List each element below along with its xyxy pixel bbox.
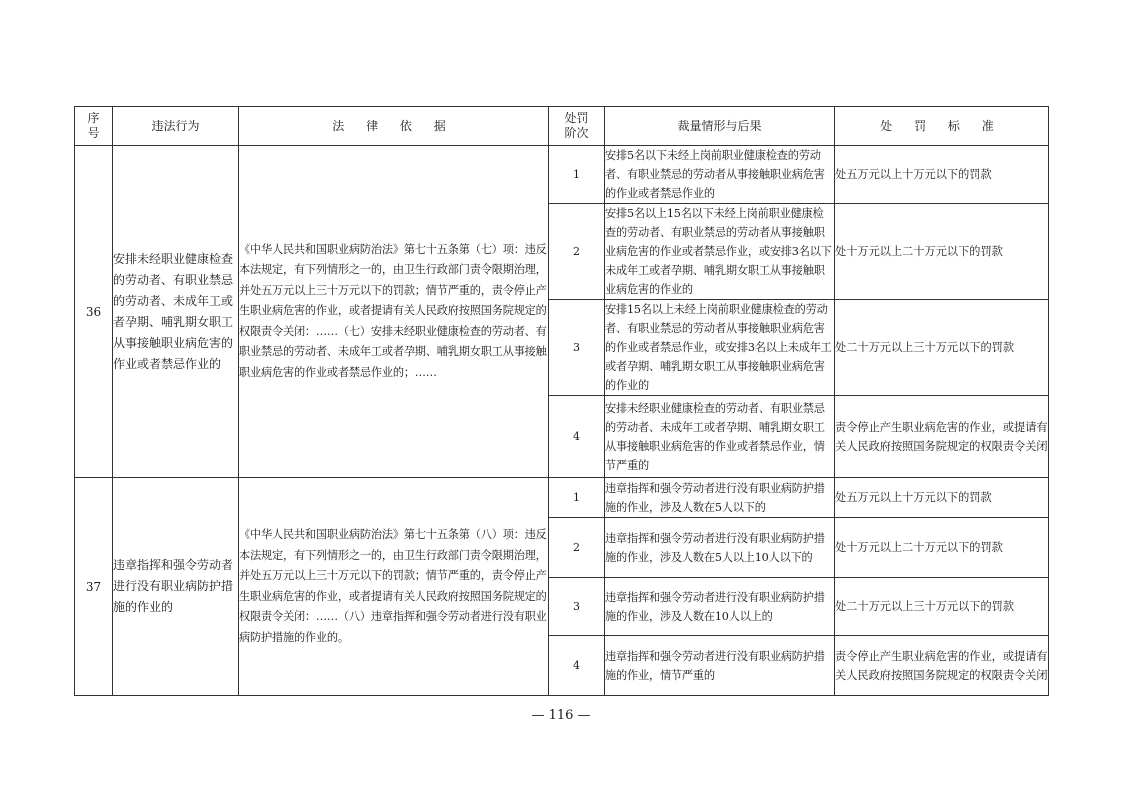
penalty-level: 3 bbox=[549, 578, 605, 636]
header-act: 违法行为 bbox=[113, 107, 239, 146]
circumstance: 违章指挥和强令劳动者进行没有职业病防护措施的作业，涉及人数在5人以上10人以下的 bbox=[605, 518, 835, 578]
penalty-level: 4 bbox=[549, 636, 605, 696]
header-no: 序号 bbox=[75, 107, 113, 146]
page-number: — 116 — bbox=[531, 708, 591, 723]
header-circumstance: 裁量情形与后果 bbox=[605, 107, 835, 146]
legal-basis: 《中华人民共和国职业病防治法》第七十五条第（七）项：违反本法规定，有下列情形之一的，由卫生行政部门责令限期治理，并处五万元以上三十万元以下的罚款；情节严重的，责令停止产生职业病危害的作业，或者提请有关人民政府按照国务院规定的权限责令关闭：……（七）安排未经职业健康检查的劳动者、有职业禁忌的劳动者、未成年工或者孕期、哺乳期女职工从事接触职业病危害的作业或者禁忌作业的；…… bbox=[239, 146, 549, 478]
circumstance: 违章指挥和强令劳动者进行没有职业病防护措施的作业，涉及人数在5人以下的 bbox=[605, 478, 835, 518]
circumstance: 安排5名以上15名以下未经上岗前职业健康检查的劳动者、有职业禁忌的劳动者从事接触职业病危害的作业或者禁忌作业，或安排3名以下未成年工或者孕期、哺乳期女职工从事接触职业病危害的作业的 bbox=[605, 204, 835, 300]
header-level: 处罚阶次 bbox=[549, 107, 605, 146]
penalty-standard: 责令停止产生职业病危害的作业，或提请有关人民政府按照国务院规定的权限责令关闭 bbox=[835, 636, 1049, 696]
row-number: 37 bbox=[75, 478, 113, 696]
penalty-standard-table bbox=[74, 106, 1049, 696]
penalty-standard: 处二十万元以上三十万元以下的罚款 bbox=[835, 300, 1049, 396]
violation-act: 违章指挥和强令劳动者进行没有职业病防护措施的作业的 bbox=[113, 478, 239, 696]
penalty-level: 3 bbox=[549, 300, 605, 396]
circumstance: 安排未经职业健康检查的劳动者、有职业禁忌的劳动者、未成年工或者孕期、哺乳期女职工从事接触职业病危害的作业或者禁忌作业，情节严重的 bbox=[605, 396, 835, 478]
penalty-standard: 责令停止产生职业病危害的作业，或提请有关人民政府按照国务院规定的权限责令关闭 bbox=[835, 396, 1049, 478]
penalty-standard: 处二十万元以上三十万元以下的罚款 bbox=[835, 578, 1049, 636]
penalty-level: 2 bbox=[549, 204, 605, 300]
penalty-level: 1 bbox=[549, 146, 605, 204]
penalty-standard: 处五万元以上十万元以下的罚款 bbox=[835, 478, 1049, 518]
violation-act: 安排未经职业健康检查的劳动者、有职业禁忌的劳动者、未成年工或者孕期、哺乳期女职工从事接触职业病危害的作业或者禁忌作业的 bbox=[113, 146, 239, 478]
header-penalty: 处 罚 标 准 bbox=[835, 107, 1049, 146]
circumstance: 安排15名以上未经上岗前职业健康检查的劳动者、有职业禁忌的劳动者从事接触职业病危害的作业或者禁忌作业，或安排3名以上未成年工或者孕期、哺乳期女职工从事接触职业病危害的作业的 bbox=[605, 300, 835, 396]
legal-basis: 《中华人民共和国职业病防治法》第七十五条第（八）项：违反本法规定，有下列情形之一的，由卫生行政部门责令限期治理，并处五万元以上三十万元以下的罚款；情节严重的，责令停止产生职业病危害的作业，或者提请有关人民政府按照国务院规定的权限责令关闭：……（八）违章指挥和强令劳动者进行没有职业病防护措施的作业的。 bbox=[239, 478, 549, 696]
table-row bbox=[75, 146, 1049, 204]
penalty-standard: 处十万元以上二十万元以下的罚款 bbox=[835, 518, 1049, 578]
table-header-row bbox=[75, 107, 1049, 146]
row-number: 36 bbox=[75, 146, 113, 478]
penalty-level: 4 bbox=[549, 396, 605, 478]
penalty-level: 2 bbox=[549, 518, 605, 578]
header-law: 法 律 依 据 bbox=[239, 107, 549, 146]
circumstance: 违章指挥和强令劳动者进行没有职业病防护措施的作业，情节严重的 bbox=[605, 636, 835, 696]
penalty-level: 1 bbox=[549, 478, 605, 518]
table-row bbox=[75, 478, 1049, 518]
penalty-standard: 处十万元以上二十万元以下的罚款 bbox=[835, 204, 1049, 300]
circumstance: 违章指挥和强令劳动者进行没有职业病防护措施的作业，涉及人数在10人以上的 bbox=[605, 578, 835, 636]
penalty-standard: 处五万元以上十万元以下的罚款 bbox=[835, 146, 1049, 204]
circumstance: 安排5名以下未经上岗前职业健康检查的劳动者、有职业禁忌的劳动者从事接触职业病危害的作业或者禁忌作业的 bbox=[605, 146, 835, 204]
